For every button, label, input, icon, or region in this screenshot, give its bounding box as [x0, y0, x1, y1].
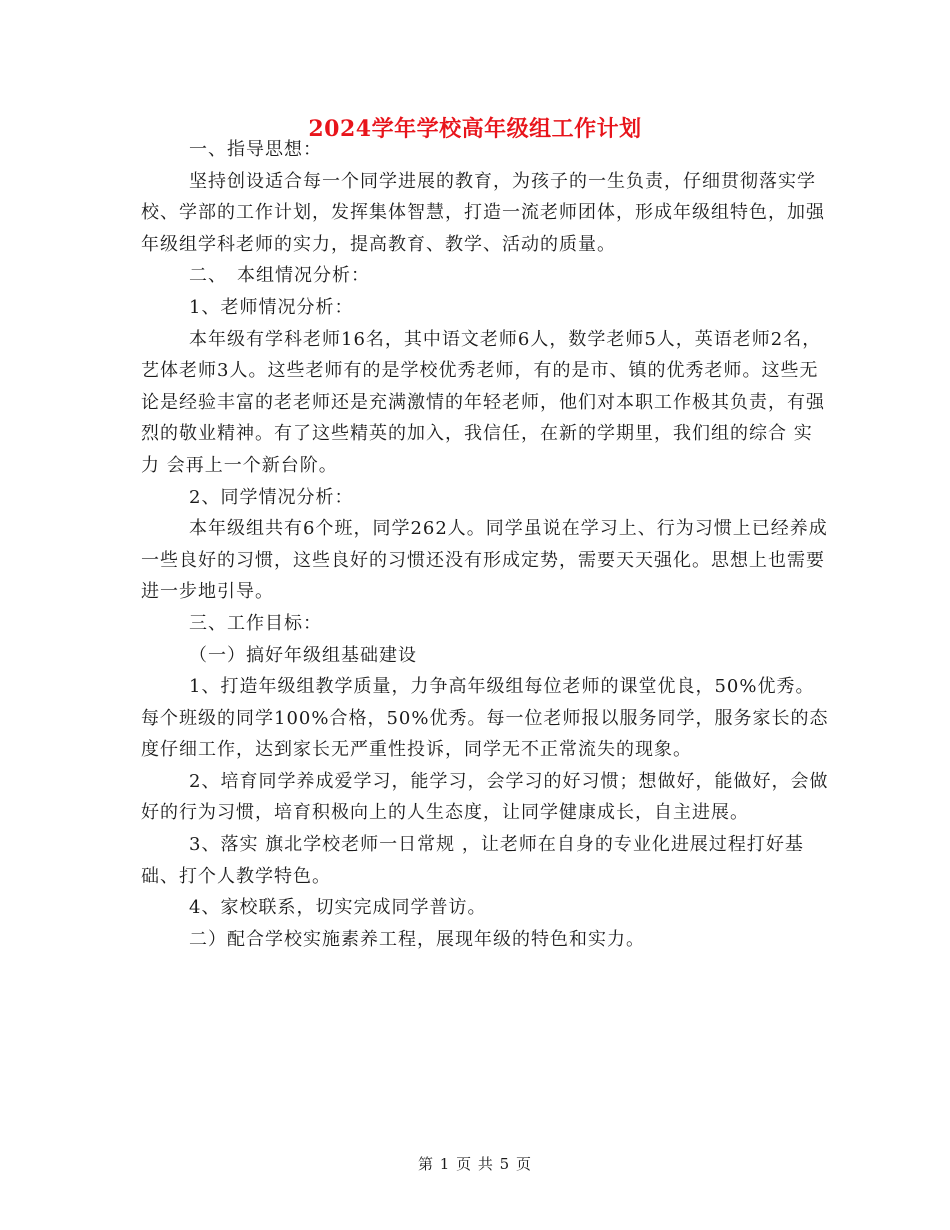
- document-title: 2024学年学校高年级组工作计划: [308, 116, 642, 142]
- page-footer: 第 1 页 共 5 页: [418, 1155, 532, 1173]
- paragraph: 1、老师情况分析：: [189, 296, 354, 318]
- paragraph: 2、培育同学养成爱学习，能学习，会学习的好习惯；想做好，能做好，会做好的行为习惯，培育积极向上的人生态度，让同学健康成长，自主进展。: [141, 770, 829, 824]
- paragraph: 一、指导思想：: [189, 139, 322, 160]
- paragraph: 3、落实 旗北学校老师一日常规 ，让老师在自身的专业化进展过程打好基础、打个人教学特色。: [141, 834, 804, 887]
- paragraph: （一）搞好年级组基础建设: [189, 644, 417, 666]
- paragraph: 二）配合学校实施素养工程，展现年级的特色和实力。: [189, 928, 645, 950]
- paragraph: 二、 本组情况分析：: [189, 265, 370, 287]
- paragraph: 2、同学情况分析：: [189, 486, 354, 508]
- paragraph: 坚持创设适合每一个同学进展的教育，为孩子的一生负责，仔细贯彻落实学校、学部的工作计划，发挥集体智慧，打造一流老师团体，形成年级组特色，加强年级组学科老师的实力，提高教育、教学、活动的质量。: [141, 170, 825, 255]
- paragraph: 本年级组共有6个班，同学262人。同学虽说在学习上、行为习惯上已经养成一些良好的习惯，这些良好的习惯还没有形成定势，需要天天强化。思想上也需要进一步地引导。: [141, 518, 828, 603]
- paragraph: 三、工作目标：: [189, 612, 322, 634]
- paragraph: 本年级有学科老师16名，其中语文老师6人，数学老师5人，英语老师2名，艺体老师3人。这些老师有的是学校优秀老师，有的是市、镇的优秀老师。这些无论是经验丰富的老老师还是充满激情的年轻老师，他们对本职工作极其负责，有强烈的敬业精神。有了这些精英的加入，我信任，在新的学期里，我们组的综合 实力 会再上一个新台阶。: [141, 328, 825, 476]
- paragraph: 4、家校联系，切实完成同学普访。: [189, 897, 487, 919]
- document-body: [141, 134, 831, 955]
- paragraph: 1、打造年级组教学质量，力争高年级组每位老师的课堂优良，50%优秀。每个班级的同学100%合格，50%优秀。每一位老师报以服务同学，服务家长的态度仔细工作，达到家长无严重性投诉，同学无不正常流失的现象。: [141, 676, 829, 761]
